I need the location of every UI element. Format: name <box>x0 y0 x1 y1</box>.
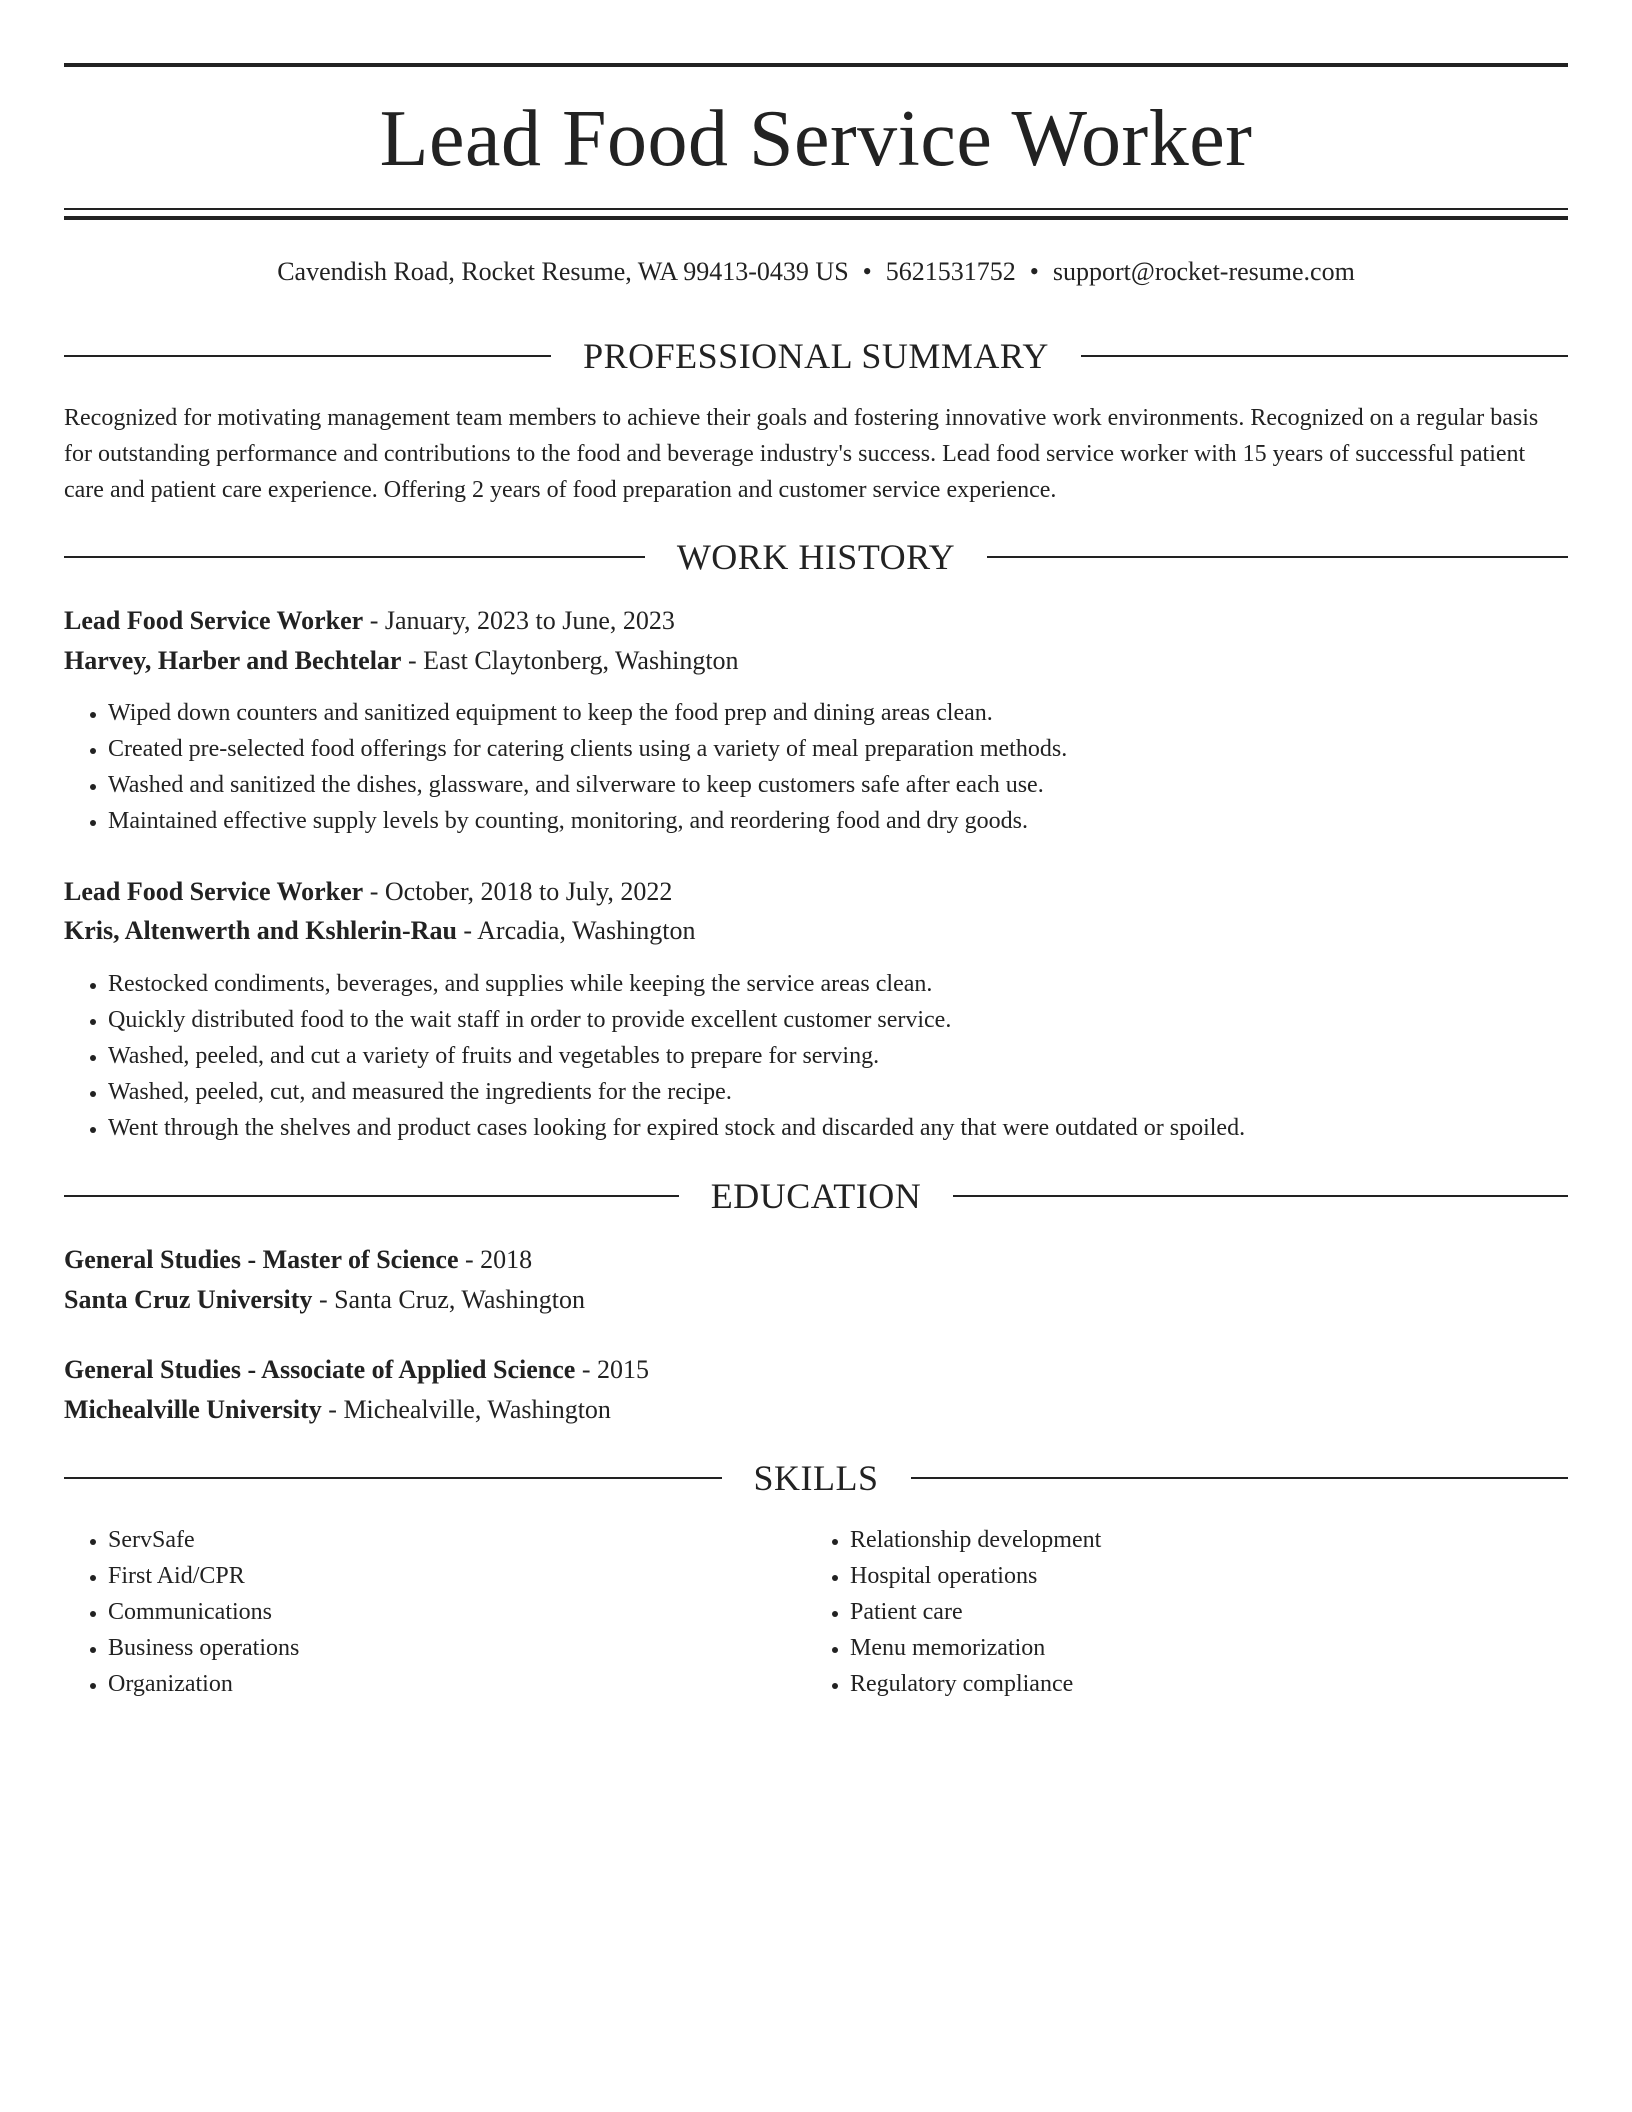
heading-rule <box>987 556 1568 558</box>
job-bullets <box>64 695 1568 839</box>
list-item: • Wiped down counters and sanitized equipment to keep the food prep and dining areas clean. <box>108 695 1568 731</box>
job-location: - Arcadia, Washington <box>456 916 696 945</box>
work-history-heading <box>64 535 1568 579</box>
list-item: • Went through the shelves and product cases looking for expired stock and discarded any that were outdated or spoiled. <box>108 1110 1568 1146</box>
title-double-rule <box>64 208 1568 220</box>
list-item: • Relationship development <box>850 1522 1550 1558</box>
list-item: • Regulatory compliance <box>850 1666 1550 1702</box>
summary-heading-label: PROFESSIONAL SUMMARY <box>583 336 1049 376</box>
degree-year: - 2015 <box>575 1355 649 1384</box>
education-heading-label: EDUCATION <box>710 1176 922 1216</box>
contact-phone: 5621531752 <box>885 257 1016 286</box>
list-item: • Created pre-selected food offerings for catering clients using a variety of meal preparation methods. <box>108 731 1568 767</box>
job-title-line <box>64 603 1568 639</box>
list-item: • Business operations <box>108 1630 808 1666</box>
degree: General Studies - Associate of Applied Science <box>64 1355 576 1384</box>
job-bullets <box>64 966 1568 1146</box>
list-item: • Quickly distributed food to the wait staff in order to provide excellent customer service. <box>108 1002 1568 1038</box>
job-title: Lead Food Service Worker <box>64 877 364 906</box>
job-location: - East Claytonberg, Washington <box>401 646 739 675</box>
list-item: • Washed and sanitized the dishes, glassware, and silverware to keep customers safe after each use. <box>108 767 1568 803</box>
degree-year: - 2018 <box>458 1245 533 1274</box>
school-location: - Michealville, Washington <box>321 1395 611 1424</box>
list-item: • Organization <box>108 1666 808 1702</box>
school-line <box>64 1282 1568 1318</box>
degree-line <box>64 1242 1568 1278</box>
contact-address: Cavendish Road, Rocket Resume, WA 99413-0439 US <box>277 257 849 286</box>
heading-rule <box>953 1195 1568 1197</box>
job-dates: - October, 2018 to July, 2022 <box>363 877 673 906</box>
heading-rule <box>64 1477 722 1479</box>
list-item: • Restocked condiments, beverages, and supplies while keeping the service areas clean. <box>108 966 1568 1002</box>
heading-rule <box>64 355 551 357</box>
job-company: Harvey, Harber and Bechtelar <box>64 646 402 675</box>
heading-rule <box>64 1195 679 1197</box>
resume-title: Lead Food Service Worker <box>379 95 1253 183</box>
contact-email: support@rocket-resume.com <box>1052 257 1355 286</box>
list-item: • Washed, peeled, cut, and measured the ingredients for the recipe. <box>108 1074 1568 1110</box>
list-item: • Communications <box>108 1594 808 1630</box>
top-rule <box>64 63 1568 67</box>
education-heading <box>64 1174 1568 1218</box>
list-item: • First Aid/CPR <box>108 1558 808 1594</box>
heading-rule <box>911 1477 1569 1479</box>
job-title: Lead Food Service Worker <box>64 606 364 635</box>
list-item: • ServSafe <box>108 1522 808 1558</box>
list-item: • Hospital operations <box>850 1558 1550 1594</box>
skills-heading <box>64 1456 1568 1500</box>
heading-rule <box>1081 355 1568 357</box>
degree-line <box>64 1352 1568 1388</box>
skills-heading-label: SKILLS <box>753 1458 879 1498</box>
list-item: • Patient care <box>850 1594 1550 1630</box>
school-name: Michealville University <box>64 1395 322 1424</box>
list-item: • Maintained effective supply levels by counting, monitoring, and reordering food and dry goods. <box>108 803 1568 839</box>
summary-text: Recognized for motivating management team members to achieve their goals and fostering innovative work environments. Recognized on a regular basis for outstanding performance and contributions to the food and beverage industry's success. Lead food service worker with 15 years of successful patient care and patient care experience. Offering 2 years of food preparation and customer service experience. <box>64 405 1539 503</box>
contact-separator: • <box>862 257 872 286</box>
job-company-line <box>64 643 1568 679</box>
school-location: - Santa Cruz, Washington <box>312 1285 585 1314</box>
list-item: • Washed, peeled, and cut a variety of fruits and vegetables to prepare for serving. <box>108 1038 1568 1074</box>
job-company-line <box>64 913 1568 949</box>
heading-rule <box>64 556 645 558</box>
skills-list-left <box>64 1522 808 1702</box>
skills-list-right <box>806 1522 1550 1702</box>
work-history-heading-label: WORK HISTORY <box>676 537 956 577</box>
summary-heading <box>64 334 1568 378</box>
job-dates: - January, 2023 to June, 2023 <box>363 606 675 635</box>
contact-separator: • <box>1029 257 1039 286</box>
job-title-line <box>64 874 1568 910</box>
school-line <box>64 1392 1568 1428</box>
job-company: Kris, Altenwerth and Kshlerin-Rau <box>64 916 457 945</box>
contact-line <box>64 255 1568 289</box>
list-item: • Menu memorization <box>850 1630 1550 1666</box>
degree: General Studies - Master of Science <box>64 1245 459 1274</box>
school-name: Santa Cruz University <box>64 1285 313 1314</box>
